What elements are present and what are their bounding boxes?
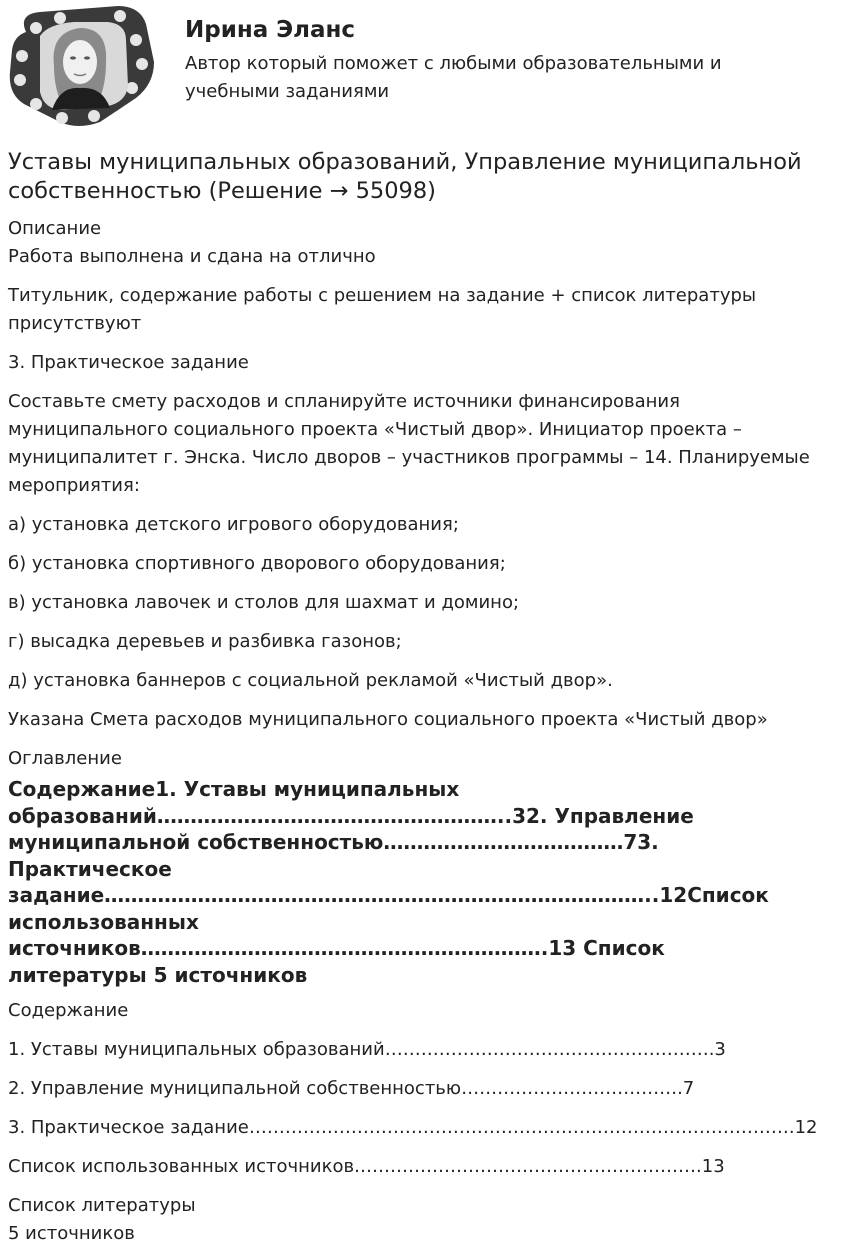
contents-list <box>8 1036 842 1181</box>
list-item: б) установка спортивного дворового оборудования; <box>8 553 506 574</box>
paragraph: Составьте смету расходов и спланируйте источники финансирования муниципального социального проекта «Чистый двор». Инициатор проекта – муниципалитет г. Энска. Число дворов – участников программы – 14. Планируемые мероприятия: <box>8 391 810 496</box>
toc-summary: Содержание1. Уставы муниципальных образований……………………………………………..32. Управление муниципальной собственностью………………………………73. Практическое задание………………………………………………………………………..12Список использованных источников…………………………………………………….13 Список литературы 5 источников <box>8 777 769 987</box>
page-title: Уставы муниципальных образований, Управление муниципальной собственностью (Решение → 55098) <box>8 149 802 204</box>
list-item: а) установка детского игрового оборудования; <box>8 514 459 535</box>
list-item: д) установка баннеров с социальной рекламой «Чистый двор». <box>8 670 613 691</box>
contents-label: Содержание <box>8 1000 129 1021</box>
work-content <box>8 148 842 1248</box>
author-name: Ирина Эланс <box>185 17 356 43</box>
paragraph: Указана Смета расходов муниципального социального проекта «Чистый двор» <box>8 709 768 730</box>
literature-count: 5 источников <box>8 1223 135 1244</box>
contents-item: 1. Уставы муниципальных образований……………………………………………….3 <box>8 1039 726 1060</box>
author-card <box>8 6 838 128</box>
paragraph: Титульник, содержание работы с решением на задание + список литературы присутствуют <box>8 285 757 334</box>
paragraph: Работа выполнена и сдана на отлично <box>8 246 376 267</box>
toc-label: Оглавление <box>8 748 122 769</box>
list-item: г) высадка деревьев и разбивка газонов; <box>8 631 402 652</box>
description-label: Описание <box>8 218 102 239</box>
literature-label: Список литературы <box>8 1195 196 1216</box>
contents-item: Список использованных источников………………………………………………….13 <box>8 1156 725 1177</box>
contents-item: 2. Управление муниципальной собственностью……………………………….7 <box>8 1078 695 1099</box>
list-item: в) установка лавочек и столов для шахмат и домино; <box>8 592 520 613</box>
author-description: Автор который поможет с любыми образовательными и учебными заданиями <box>185 53 722 102</box>
paragraph: 3. Практическое задание <box>8 352 249 373</box>
author-avatar <box>8 6 154 128</box>
contents-item: 3. Практическое задание……………………………………………………………………………….12 <box>8 1117 818 1138</box>
